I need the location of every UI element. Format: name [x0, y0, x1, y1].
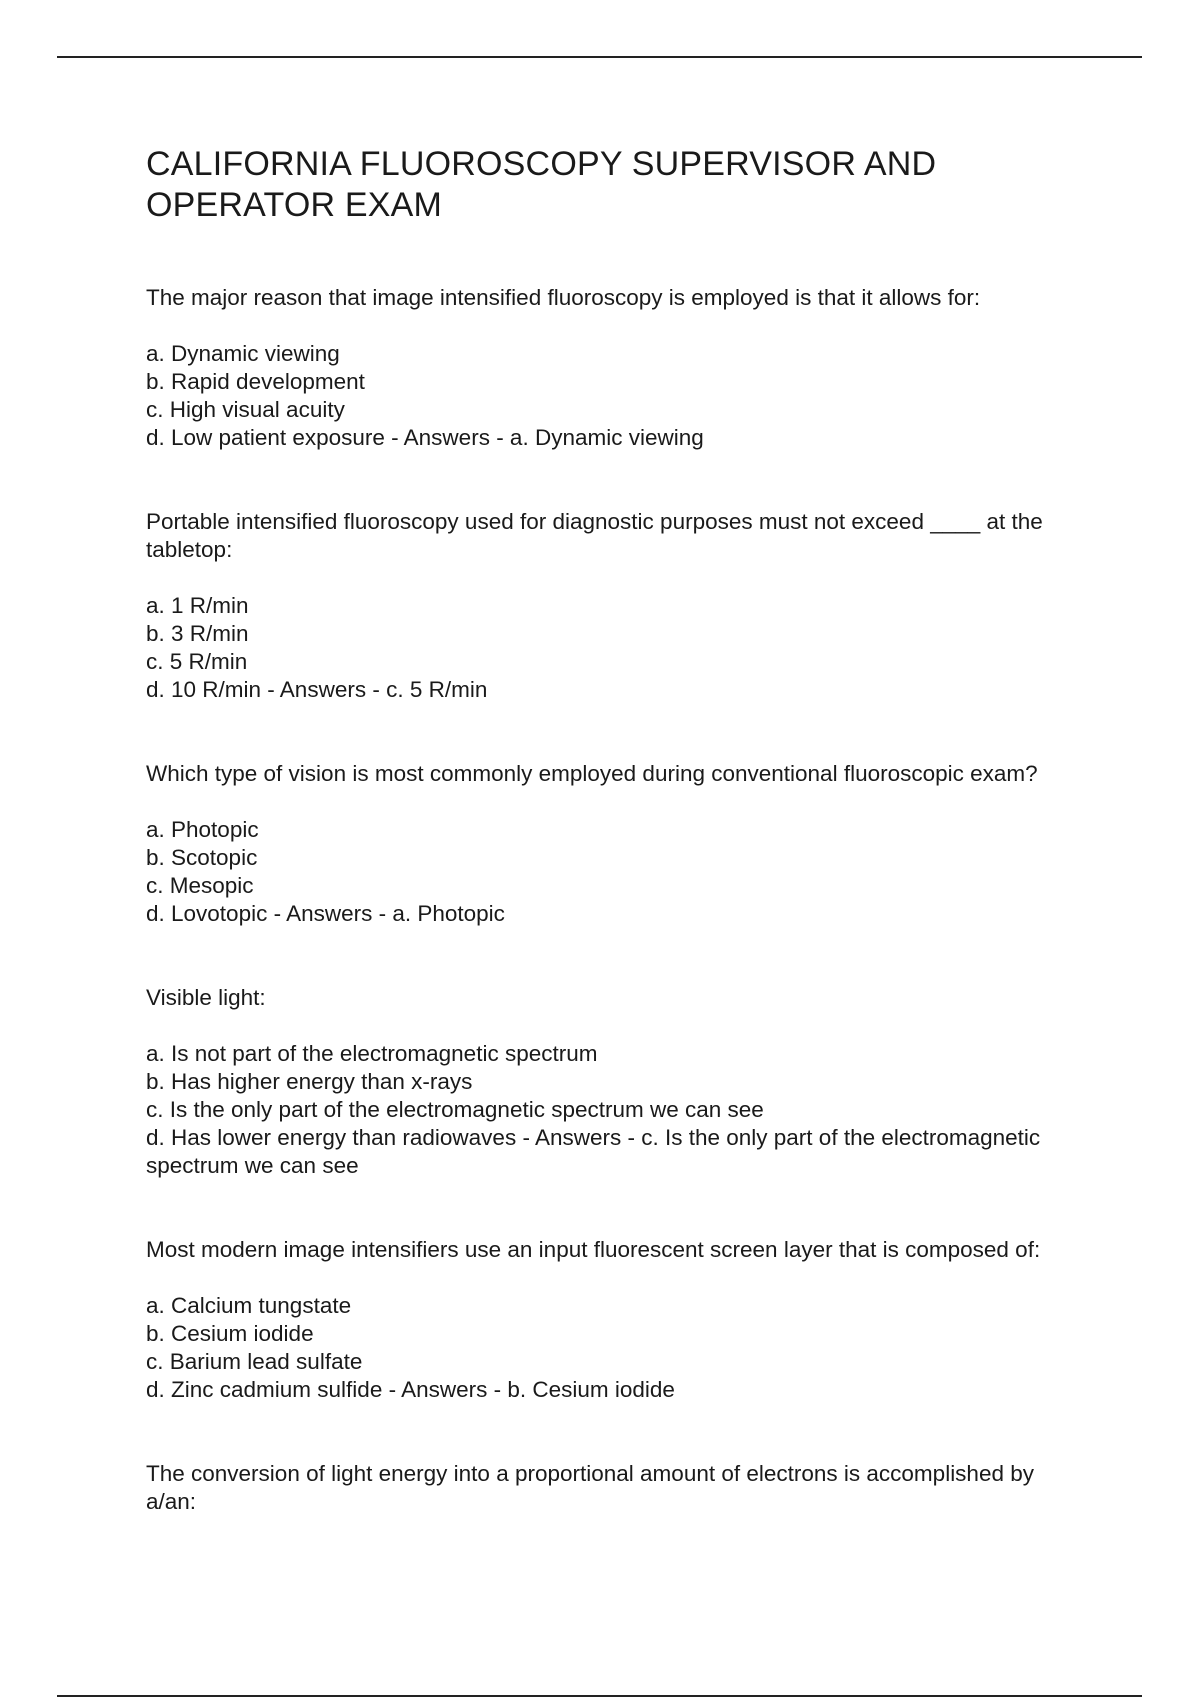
option-c: c. 5 R/min — [146, 649, 248, 674]
option-c: c. Is the only part of the electromagnetic spectrum we can see — [146, 1097, 764, 1122]
question-5 — [146, 1236, 1086, 1404]
option-a: a. Is not part of the electromagnetic spectrum — [146, 1041, 598, 1066]
option-a: a. Dynamic viewing — [146, 341, 340, 366]
document-title — [146, 144, 1086, 226]
question-2 — [146, 508, 1086, 704]
bottom-rule — [57, 1695, 1142, 1697]
option-d-with-answer: d. Lovotopic - Answers - a. Photopic — [146, 901, 505, 926]
option-c: c. Mesopic — [146, 873, 254, 898]
option-a: a. Calcium tungstate — [146, 1293, 352, 1318]
document-body — [146, 144, 1086, 1544]
question-6 — [146, 1460, 1086, 1516]
title-line-2: OPERATOR EXAM — [146, 186, 443, 224]
option-d-with-answer: d. Low patient exposure - Answers - a. Dynamic viewing — [146, 425, 704, 450]
option-b: b. Rapid development — [146, 369, 365, 394]
question-text: Visible light: — [146, 985, 266, 1010]
option-c: c. Barium lead sulfate — [146, 1349, 363, 1374]
question-1 — [146, 284, 1086, 452]
question-4 — [146, 984, 1086, 1180]
option-c: c. High visual acuity — [146, 397, 345, 422]
option-d-with-answer: d. Has lower energy than radiowaves - Answers - c. Is the only part of the electromagnetic spectrum we can see — [146, 1125, 1041, 1178]
option-b: b. 3 R/min — [146, 621, 249, 646]
question-text: The conversion of light energy into a proportional amount of electrons is accomplished by a/an: — [146, 1461, 1034, 1514]
question-text: Most modern image intensifiers use an input fluorescent screen layer that is composed of: — [146, 1237, 1041, 1262]
top-rule — [57, 56, 1142, 58]
option-b: b. Has higher energy than x-rays — [146, 1069, 473, 1094]
option-a: a. 1 R/min — [146, 593, 249, 618]
question-3 — [146, 760, 1086, 928]
question-text: The major reason that image intensified fluoroscopy is employed is that it allows for: — [146, 285, 981, 310]
question-text: Portable intensified fluoroscopy used for diagnostic purposes must not exceed ____ at the tabletop: — [146, 509, 1043, 562]
question-text: Which type of vision is most commonly employed during conventional fluoroscopic exam? — [146, 761, 1038, 786]
option-d-with-answer: d. Zinc cadmium sulfide - Answers - b. Cesium iodide — [146, 1377, 675, 1402]
option-a: a. Photopic — [146, 817, 259, 842]
title-line-1: CALIFORNIA FLUOROSCOPY SUPERVISOR AND — [146, 145, 937, 183]
option-b: b. Scotopic — [146, 845, 258, 870]
option-d-with-answer: d. 10 R/min - Answers - c. 5 R/min — [146, 677, 488, 702]
option-b: b. Cesium iodide — [146, 1321, 314, 1346]
